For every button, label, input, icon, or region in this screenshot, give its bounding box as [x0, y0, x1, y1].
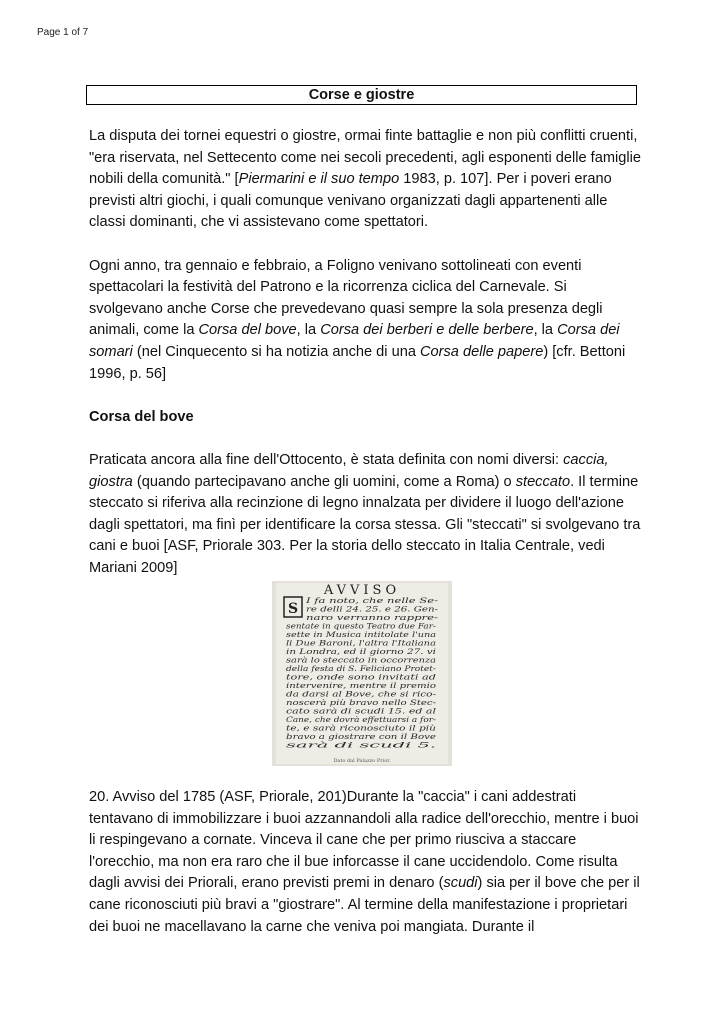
italic-term: steccato	[515, 473, 571, 490]
paragraph-steccato	[89, 450, 644, 580]
section-title: Corse e giostre	[86, 85, 637, 105]
text-run: 1983, p. 107]. Per i poveri erano previsti altri giochi, i quali comunque venivano organizzati dagli appartenenti alle classi dominanti, che vi assistevano come spettatori.	[89, 171, 612, 231]
subheading-corsa-del-bove: Corsa del bove	[89, 408, 194, 425]
page-number-label: Page 1 of 7	[37, 27, 89, 38]
avviso-1785-image	[272, 581, 452, 766]
avviso-line: sette in Musica intitolate l'una	[286, 630, 436, 639]
italic-term: caccia, giostra	[89, 451, 609, 490]
avviso-line: noscerà più bravo nello Stec-	[286, 698, 437, 707]
decorated-initial: S	[287, 601, 299, 617]
avviso-heading: AVVISO	[323, 583, 401, 598]
avviso-line: in Londra, ed il giorno 27. vi	[286, 647, 436, 656]
italic-term: Corsa delle papere	[420, 343, 544, 360]
avviso-line: della festa di S. Feliciano Protet-	[286, 664, 437, 673]
italic-term: Corsa dei berberi e delle berbere	[320, 322, 534, 339]
text-run: 20. Avviso del 1785 (ASF, Priorale, 201)Durante la "caccia" i cani addestrati tentavano di immobilizzare i buoi azzannandoli alla radice dell'orecchio, mentre i buoi li respingevano a cornate. Vinceva il cane che per primo riusciva a staccare l'orecchio, ma non era raro che il bue inforcasse il cane uccidendolo. Come risulta dagli avvisi dei Priorali, erano previsti premi in denaro (	[89, 789, 639, 892]
avviso-line: tore, onde sono invitati ad	[286, 672, 437, 682]
text-run: , la	[533, 322, 558, 339]
text-run: La disputa dei tornei equestri o giostre, ormai finte battaglie e non più conflitti cruenti, "era riservata, nel Settecento come nei secoli precedenti, agli esponenti delle famiglie nobili della comunità." [	[89, 128, 641, 188]
text-run: ) sia per il bove che per il cane riconosciuti più bravi a "giostrare". Al termine della manifestazione i proprietari dei buoi ne macellavano la carne che veniva poi mangiata. Durante il	[89, 875, 640, 935]
italic-citation: Piermarini e il suo tempo	[238, 171, 400, 188]
paragraph-intro	[89, 126, 644, 234]
text-run: . Il termine steccato si riferiva alla recinzione di legno innalzata per dividere il luogo dell'azione dagli spettatori, ma finì per identificare la corsa stessa. Gli "steccati" si svolgevano tra cani e buoi [ASF, Priorale 303. Per la storia dello steccato in Italia Centrale, vedi Mariani 2009]	[89, 473, 641, 576]
avviso-line: I fa noto, che nelle Se-	[304, 596, 439, 605]
avviso-line: bravo a giostrare con il Bove	[286, 732, 437, 741]
italic-term: Corsa del bove	[198, 322, 297, 339]
avviso-line: Cane, che dovrà effettuarsi a for-	[286, 715, 437, 724]
avviso-line: da darsi al Bove, che si rico-	[286, 689, 437, 699]
text-run: ) [cfr. Bettoni 1996, p. 56]	[89, 343, 626, 382]
avviso-line: te, e sarà riconosciuto il più	[286, 723, 437, 733]
avviso-footer: Dato dal Palazzo Prior.	[333, 758, 391, 764]
text-run: (nel Cinquecento si ha notizia anche di una	[132, 343, 420, 360]
paragraph-caccia	[89, 787, 644, 938]
document-body	[89, 126, 644, 579]
text-run: , la	[296, 322, 321, 339]
avviso-line: sarà lo steccato in occorrenza	[286, 655, 436, 665]
avviso-line: li Due Baroni, l'altra l'Italiana	[286, 638, 436, 648]
italic-term: scudi	[443, 875, 478, 892]
document-body-continued	[89, 787, 644, 938]
avviso-line: intervenire, mentre il premio	[286, 681, 437, 690]
avviso-line: re delli 24. 25. e 26. Gen-	[306, 604, 439, 614]
avviso-line: sentate in questo Teatro due Far-	[286, 621, 437, 631]
text-run: Praticata ancora alla fine dell'Ottocento, è stata definita con nomi diversi:	[89, 451, 564, 468]
text-run: Ogni anno, tra gennaio e febbraio, a Foligno venivano sottolineati con eventi spettacolari la festività del Patrono e la ricorrenza ciclica del Carnevale. Si svolgevano anche Corse che prevedevano quasi sempre la sola presenza degli animali, come la	[89, 257, 603, 339]
avviso-line: cato sarà di scudi 15. ed al	[286, 706, 437, 716]
paragraph-corse	[89, 256, 644, 386]
text-run: (quando partecipavano anche gli uomini, come a Roma) o	[132, 473, 516, 490]
italic-term: Corsa dei somari	[89, 322, 620, 360]
avviso-line: sarà di scudi 5.	[286, 740, 436, 750]
avviso-line: naro verranno rappre-	[306, 613, 439, 622]
